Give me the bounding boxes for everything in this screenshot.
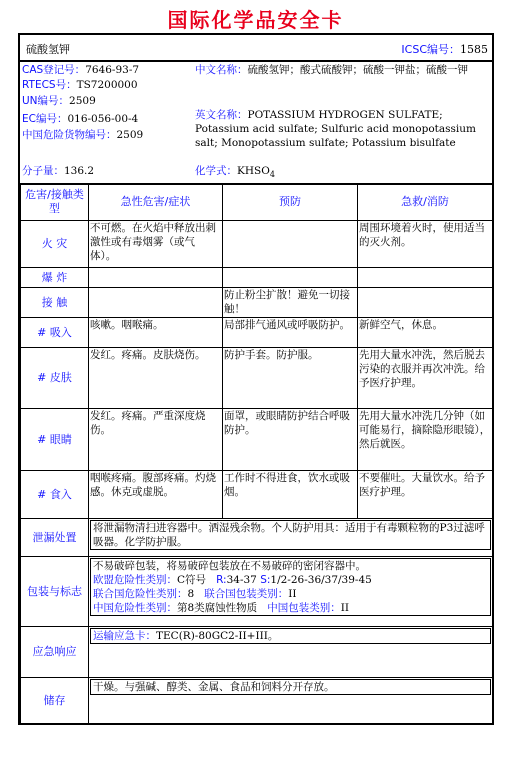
leak-text [89,519,493,557]
cn-pack-value: II [340,602,349,614]
mw-value: 136.2 [64,165,95,177]
emergency-card-value: TEC(R)-80GC2-II+III。 [156,630,279,642]
packaging-row [21,557,493,627]
un-label: UN编号： [22,95,70,107]
cas-label: CAS登记号： [22,64,86,76]
packaging-line-eu [93,573,488,587]
header-symptoms: 急性危害/症状 [89,184,223,221]
formula-row [195,164,491,182]
row-symptoms: 咽喉疼痛。腹部疼痛。灼烧感。休克或虚脱。 [89,471,223,519]
header-exposure-type: 危害/接触类型 [21,184,89,221]
packaging-label: 包装与标志 [21,557,89,627]
icsc-value: 1585 [460,43,488,56]
cn-class-label: 中国危险性类别： [93,602,177,614]
cn-pack-label: 中国包装类别： [267,602,341,614]
row-prevention [223,221,358,268]
cn-name-row [195,63,491,77]
row-symptoms: 发红。疼痛。严重深度烧伤。 [89,409,223,471]
row-prevention: 防护手套。防护服。 [223,348,358,409]
safety-card [18,33,494,725]
packaging-line-cn [93,601,488,615]
emergency-text-box [90,628,491,644]
emergency-label: 应急响应 [21,627,89,678]
row-prevention: 局部排气通风或呼吸防护。 [223,318,358,348]
rtecs-label: RTECS号： [22,79,77,91]
storage-text [89,678,493,724]
row-symptoms [89,268,223,288]
row-category-explosion: 爆 炸 [21,268,89,288]
row-first-aid [358,288,493,318]
row-first-aid: 新鲜空气，休息。 [358,318,493,348]
mw-label: 分子量： [22,165,64,177]
icsc-number [401,41,488,57]
cas-row [22,63,139,77]
r-value: 34-37 [226,574,257,586]
un-class-label: 联合国危险性类别： [93,588,188,600]
cn-danger-label: 中国危险货物编号： [22,129,117,141]
row-prevention: 防止粉尘扩散！避免一切接触！ [223,288,358,318]
r-label: R: [216,574,227,586]
cn-class-value: 第8类腐蚀性物质 [177,602,258,614]
leak-text-box: 将泄漏物清扫进容器中。洒湿残余物。个人防护用具：适用于有毒颗粒物的P3过滤呼吸器。化学防护服。 [90,520,491,550]
hazard-header-row [21,184,493,221]
chem-name: 硫酸氢钾 [26,43,70,56]
formula-main: KHSO [237,165,270,177]
formula-sub: 4 [269,170,275,180]
table-row [21,268,493,288]
cn-danger-row [22,128,143,142]
s-label: S: [260,574,271,586]
en-name-value: POTASSIUM HYDROGEN SULFATE; Potassium acid sulfate; Sulfuric acid monopotassium salt; Monopotassium sulfate; Potassium bisulfate [195,109,477,149]
cn-name-label: 中文名称： [195,64,248,76]
table-row [21,318,493,348]
un-pack-label: 联合国包装类别： [204,588,289,600]
un-row [22,94,96,108]
storage-row [21,678,493,724]
en-name-row [195,108,491,150]
cn-name-value: 硫酸氢钾；酸式硫酸钾；硫酸一钾盐；硫酸一钾 [247,64,468,76]
ec-label: EC编号： [22,113,68,125]
header-first-aid: 急救/消防 [358,184,493,221]
cn-danger-value: 2509 [116,129,144,141]
cas-value: 7646-93-7 [85,64,140,76]
table-row [21,409,493,471]
icsc-label: ICSC编号： [401,43,460,56]
row-prevention [223,268,358,288]
row-prevention: 工作时不得进食，饮水或吸烟。 [223,471,358,519]
un-pack-value: II [288,588,297,600]
storage-text-box: 干燥。与强碱、醇类、金属、食品和饲料分开存放。 [90,679,491,695]
row-first-aid: 先用大量水冲洗，然后脱去污染的衣服并再次冲洗。给予医疗护理。 [358,348,493,409]
un-value: 2509 [69,95,96,107]
eu-class-label: 欧盟危险性类别： [93,574,177,586]
eu-class-value: C符号 [177,574,207,586]
s-value: 1/2-26-36/37/39-45 [270,574,372,586]
row-symptoms [89,288,223,318]
row-first-aid: 不要催吐。大量饮水。给予医疗护理。 [358,471,493,519]
ec-row [22,112,138,126]
row-first-aid [358,268,493,288]
packaging-line-1: 不易破碎包装，将易破碎包装放在不易破碎的密闭容器中。 [93,560,366,572]
formula-label: 化学式： [195,165,237,177]
un-class-value: 8 [187,588,195,600]
table-row [21,221,493,268]
header-prevention: 预防 [223,184,358,221]
row-first-aid: 先用大量水冲洗几分钟（如可能易行，摘除隐形眼镜），然后就医。 [358,409,493,471]
row-symptoms: 咳嗽。咽喉痛。 [89,318,223,348]
card-title: 国际化学品安全卡 [167,8,344,32]
row-prevention: 面罩，或眼睛防护结合呼吸防护。 [223,409,358,471]
packaging-text [89,557,493,627]
table-row [21,471,493,519]
packaging-text-box [90,558,491,616]
hazard-table [20,183,493,724]
emergency-card-label: 运输应急卡： [93,630,156,642]
row-category-ingestion: # 食入 [21,471,89,519]
card-header [20,35,492,62]
ec-value: 016-056-00-4 [67,113,139,125]
table-row [21,348,493,409]
row-category-eyes: # 眼睛 [21,409,89,471]
row-symptoms: 发红。疼痛。皮肤烧伤。 [89,348,223,409]
row-symptoms: 不可燃。在火焰中释放出刺激性或有毒烟雾（或气体）。 [89,221,223,268]
mw-row [22,164,94,178]
emergency-row [21,627,493,678]
rtecs-value: TS7200000 [76,79,138,91]
row-category-skin: # 皮肤 [21,348,89,409]
table-row [21,288,493,318]
identity-block [20,60,492,185]
packaging-line-un [93,587,488,601]
emergency-text [89,627,493,678]
en-name-label: 英文名称： [195,109,248,121]
storage-label: 储存 [21,678,89,724]
row-category-inhalation: # 吸入 [21,318,89,348]
leak-row [21,519,493,557]
row-first-aid: 周围环境着火时，使用适当的灭火剂。 [358,221,493,268]
rtecs-row [22,78,138,92]
row-category-contact: 接 触 [21,288,89,318]
leak-label: 泄漏处置 [21,519,89,557]
row-category-fire: 火 灾 [21,221,89,268]
